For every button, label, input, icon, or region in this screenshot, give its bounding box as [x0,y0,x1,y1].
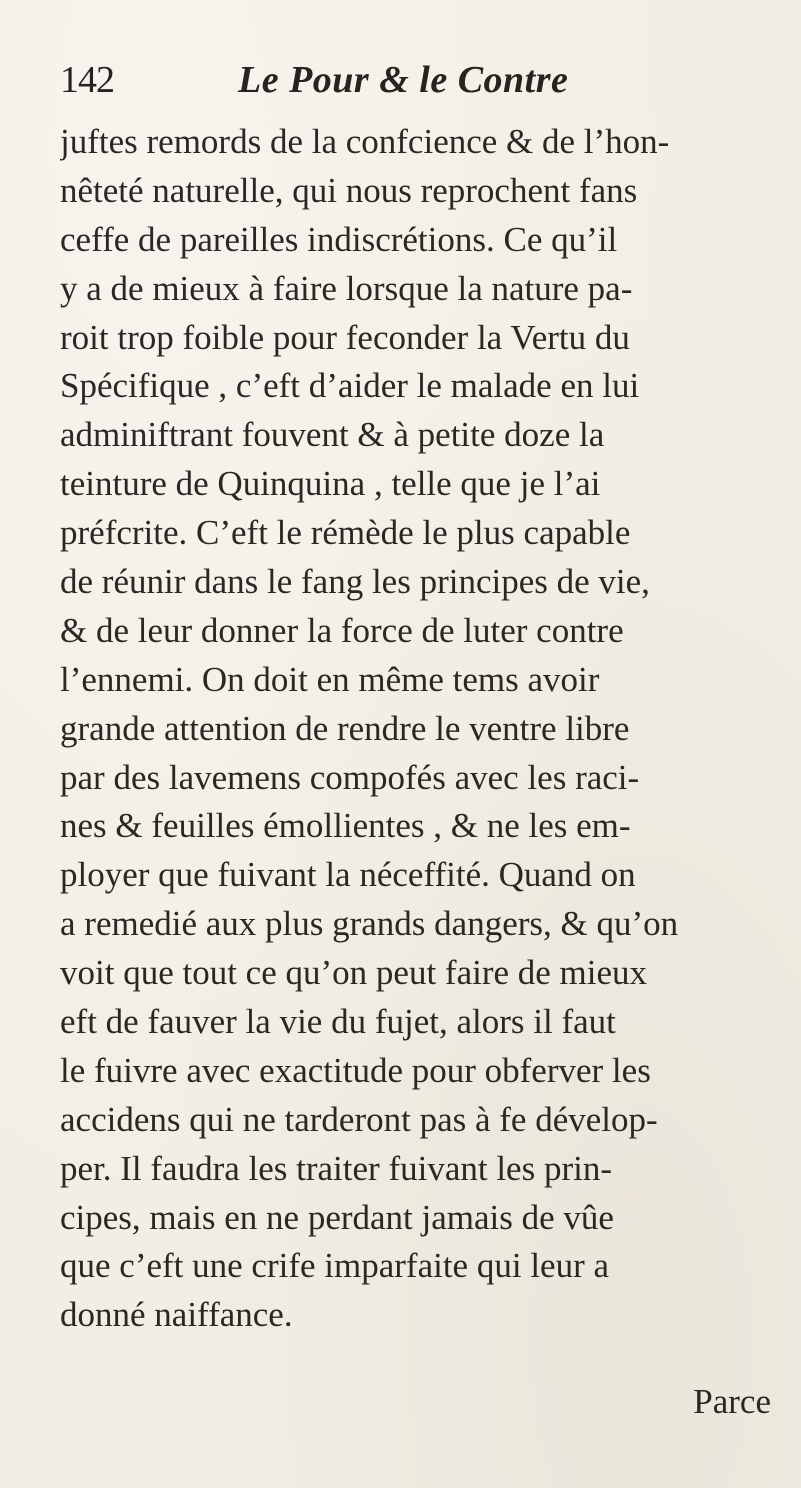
text-line: adminiftrant fouvent & à petite doze la [60,415,605,455]
text-line: préfcrite. C’eft le rémède le plus capable [60,513,631,553]
text-line: ceffe de pareilles indiscrétions. Ce qu’il [60,219,618,259]
text-line: de réunir dans le fang les principes de vie, [60,562,650,602]
text-line: nêteté naturelle, qui nous reprochent fans [60,170,638,210]
text-line: a remedié aux plus grands dangers, & qu’on [60,904,679,944]
running-title: Le Pour & le Contre [238,59,569,101]
text-line: teinture de Quinquina , telle que je l’ai [60,464,601,504]
text-line: par des lavemens compofés avec les raci- [60,757,640,797]
text-line: le fuivre avec exactitude pour obferver les [60,1050,651,1090]
text-line: voit que tout ce qu’on peut faire de mieux [60,953,648,993]
text-line: & de leur donner la force de luter contre [60,610,624,650]
text-line: roit trop foible pour feconder la Vertu du [60,317,630,357]
page-number: 142 [60,59,114,101]
text-line: eft de fauver la vie du fujet, alors il faut [60,1002,616,1042]
text-line: per. Il faudra les traiter fuivant les prin- [60,1148,613,1188]
catchword: Parce [693,1382,771,1421]
text-line: grande attention de rendre le ventre libre [60,708,630,748]
text-line: cipes, mais en ne perdant jamais de vûe [60,1197,614,1237]
text-line: accidens qui ne tarderont pas à fe dévelop- [60,1099,658,1139]
body-text [60,118,784,1340]
text-line: donné naiffance. [60,1295,293,1335]
text-line: y a de mieux à faire lorsque la nature pa- [60,268,633,308]
text-line: Spécifique , c’eft d’aider le malade en lui [60,366,640,406]
text-line: ployer que fuivant la néceffité. Quand on [60,855,636,895]
text-line: que c’eft une crife imparfaite qui leur a [60,1246,610,1286]
text-line: juftes remords de la confcience & de l’hon- [60,122,670,161]
text-line: l’ennemi. On doit en même tems avoir [60,659,600,699]
text-line: nes & feuilles émollientes , & ne les em- [60,806,631,846]
running-head [60,58,760,108]
